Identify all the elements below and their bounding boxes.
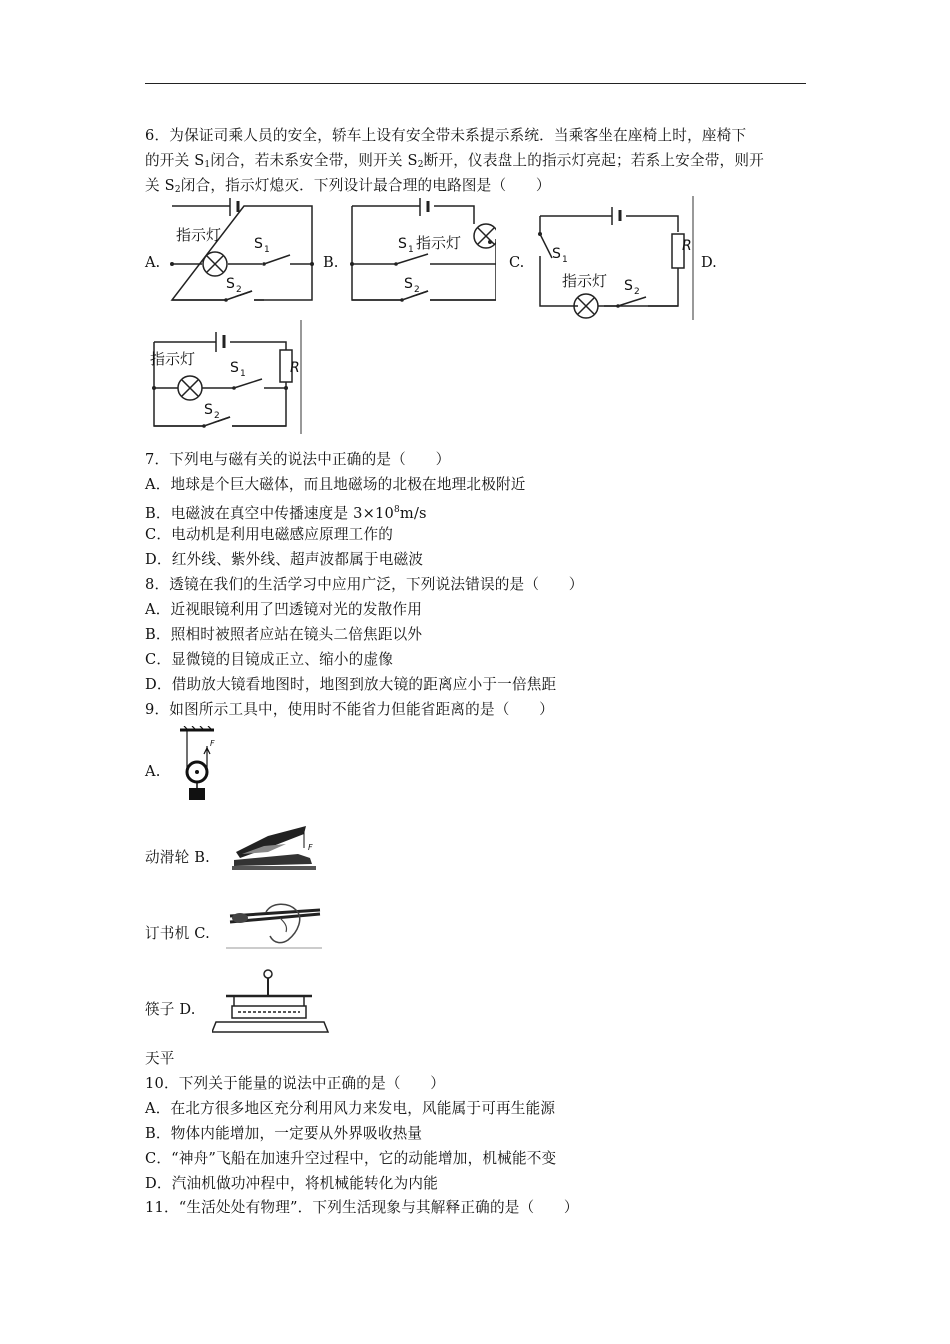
q6-option-c-label: C.	[509, 254, 525, 271]
circuit-diagram-c	[532, 196, 694, 320]
q9-option-d-label: 筷子 D.	[145, 1001, 196, 1018]
svg-text:S: S	[254, 236, 263, 252]
q8-stem: 8．透镜在我们的生活学习中应用广泛，下列说法错误的是（ ）	[145, 576, 584, 593]
svg-text:2: 2	[414, 285, 420, 295]
header-rule	[145, 83, 806, 84]
q6-option-a-label: A.	[145, 254, 161, 271]
svg-text:1: 1	[240, 369, 246, 379]
q10-option-b: B．物体内能增加，一定要从外界吸收热量	[145, 1125, 423, 1142]
movable-pulley-figure	[174, 726, 222, 802]
q7-option-d: D．红外线、紫外线、超声波都属于电磁波	[145, 551, 424, 568]
circuit-diagram-d	[146, 320, 302, 434]
svg-text:S: S	[226, 276, 235, 292]
svg-text:1: 1	[264, 245, 270, 255]
q10-stem: 10．下列关于能量的说法中正确的是（ ）	[145, 1075, 446, 1092]
svg-text:S: S	[404, 276, 413, 292]
q10-option-a: A．在北方很多地区充分利用风力来发电，风能属于可再生能源	[145, 1100, 556, 1117]
q8-option-a: A．近视眼镜利用了凹透镜对光的发散作用	[145, 601, 423, 618]
q8-option-d: D．借助放大镜看地图时，地图到放大镜的距离应小于一倍焦距	[145, 676, 557, 693]
svg-text:2: 2	[214, 411, 220, 421]
q9-tail-label: 天平	[145, 1050, 175, 1067]
q10-option-d: D．汽油机做功冲程中，将机械能转化为内能	[145, 1175, 438, 1192]
svg-text:2: 2	[634, 287, 640, 297]
q7-option-b: B．电磁波在真空中传播速度是 $3\times 10^8m/s$	[145, 505, 427, 522]
q8-option-b: B．照相时被照者应站在镜头二倍焦距以外	[145, 626, 423, 643]
svg-text:F: F	[210, 739, 215, 748]
svg-text:S: S	[230, 360, 239, 376]
q6-line-1: 6．为保证司乘人员的安全，轿车上设有安全带未系提示系统．当乘客坐在座椅上时，座椅下	[145, 127, 747, 144]
svg-text:F: F	[308, 843, 313, 852]
svg-text:指示灯: 指示灯	[562, 272, 608, 290]
svg-text:指示灯: 指示灯	[150, 350, 196, 368]
chopsticks-figure	[226, 892, 324, 950]
svg-text:1: 1	[408, 245, 414, 255]
svg-text:S: S	[398, 236, 407, 252]
svg-text:S: S	[552, 246, 561, 262]
q11-stem: 11．“生活处处有物理”．下列生活现象与其解释正确的是（ ）	[145, 1199, 579, 1216]
svg-text:指示灯: 指示灯	[416, 234, 462, 252]
q9-option-a-label: A.	[145, 763, 161, 780]
stapler-figure	[228, 818, 320, 874]
q9-option-c-label: 订书机 C.	[145, 925, 210, 942]
q6-line-2: 的开关 $S_1$闭合，若未系安全带，则开关 $S_2$断开，仪表盘上的指示灯亮起；若系上安全带，则开	[145, 152, 764, 170]
q7-option-c: C．电动机是利用电磁感应原理工作的	[145, 526, 394, 543]
svg-text:S: S	[204, 402, 213, 418]
svg-text:S: S	[624, 278, 633, 294]
q6-line-3: 关 $S_2$闭合，指示灯熄灭．下列设计最合理的电路图是（ ）	[145, 177, 551, 195]
svg-text:R: R	[682, 238, 692, 254]
circuit-diagram-a	[168, 196, 316, 308]
circuit-diagram-b	[348, 196, 496, 308]
svg-text:2: 2	[236, 285, 242, 295]
q10-option-c: C．“神舟”飞船在加速升空过程中，它的动能增加，机械能不变	[145, 1150, 557, 1167]
q8-option-c: C．显微镜的目镜成正立、缩小的虚像	[145, 651, 394, 668]
svg-text:1: 1	[562, 255, 568, 265]
q6-option-b-label: B.	[323, 254, 339, 271]
q9-stem: 9．如图所示工具中，使用时不能省力但能省距离的是（ ）	[145, 701, 554, 718]
svg-text:R: R	[290, 360, 300, 376]
q7-stem: 7．下列电与磁有关的说法中正确的是（ ）	[145, 451, 451, 468]
balance-scale-figure	[212, 966, 332, 1036]
q6-option-d-label: D.	[701, 254, 717, 271]
svg-text:指示灯: 指示灯	[176, 226, 222, 244]
q7-option-a: A．地球是个巨大磁体，而且地磁场的北极在地理北极附近	[145, 476, 526, 493]
q9-option-b-label: 动滑轮 B.	[145, 849, 210, 866]
